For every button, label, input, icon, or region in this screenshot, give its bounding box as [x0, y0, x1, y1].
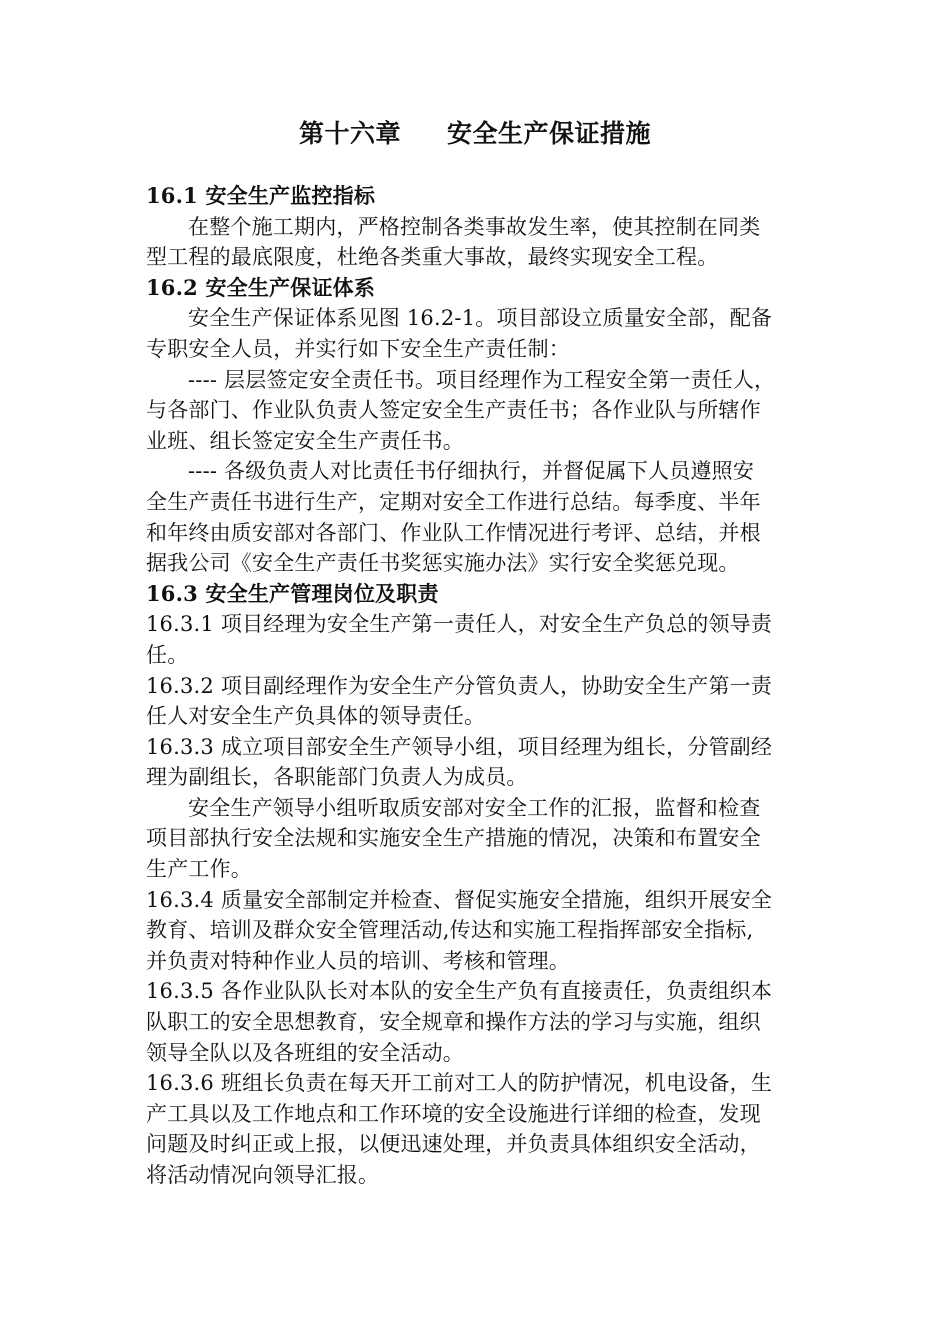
- paragraph-line: 全生产责任书进行生产，定期对安全工作进行总结。每季度、半年: [146, 489, 761, 514]
- paragraph-line: 生产工作。: [146, 857, 252, 882]
- paragraph-line: 领导全队以及各班组的安全活动。: [146, 1040, 464, 1065]
- paragraph-line: 在整个施工期内，严格控制各类事故发生率，使其控制在同类: [188, 214, 761, 239]
- paragraph-line: 将活动情况向领导汇报。: [146, 1163, 380, 1187]
- paragraph-line: 和年终由质安部对各部门、作业队工作情况进行考评、总结，并根: [146, 520, 761, 545]
- section-heading: 16.1 安全生产监控指标: [146, 183, 376, 208]
- paragraph-line: 安全生产保证体系见图 16.2-1。项目部设立质量安全部，配备: [188, 306, 773, 331]
- paragraph-line: 队职工的安全思想教育，安全规章和操作方法的学习与实施，组织: [146, 1010, 761, 1035]
- paragraph-line: 型工程的最底限度，杜绝各类重大事故，最终实现安全工程。: [146, 245, 719, 270]
- paragraph-line: ---- 各级负责人对比责任书仔细执行，并督促属下人员遵照安: [188, 459, 755, 484]
- paragraph-line: 16.3.1 项目经理为安全生产第一责任人，对安全生产负总的领导责: [146, 612, 773, 637]
- section-heading: 16.2 安全生产保证体系: [146, 274, 376, 300]
- paragraph-line: 教育、培训及群众安全管理活动,传达和实施工程指挥部安全指标,: [146, 918, 754, 943]
- paragraph-line: 问题及时纠正或上报，以便迅速处理，并负责具体组织安全活动，: [146, 1132, 761, 1157]
- paragraph-line: 任人对安全生产负具体的领导责任。: [146, 704, 486, 729]
- paragraph-line: 16.3.2 项目副经理作为安全生产分管负责人，协助安全生产第一责: [146, 673, 773, 698]
- chapter-title: 第十六章 安全生产保证措施: [298, 119, 652, 148]
- paragraph-line: 16.3.3 成立项目部安全生产领导小组，项目经理为组长，分管副经: [146, 734, 773, 759]
- paragraph-line: ---- 层层签定安全责任书。项目经理作为工程安全第一责任人，: [188, 367, 776, 392]
- paragraph-line: 安全生产领导小组听取质安部对安全工作的汇报，监督和检查: [188, 795, 761, 820]
- paragraph-line: 项目部执行安全法规和实施安全生产措施的情况，决策和布置安全: [146, 826, 761, 851]
- paragraph-line: 16.3.6 班组长负责在每天开工前对工人的防护情况，机电设备，生: [146, 1071, 773, 1096]
- paragraph-line: 产工具以及工作地点和工作环境的安全设施进行详细的检查，发现: [146, 1101, 761, 1126]
- paragraph-line: 专职安全人员，并实行如下安全生产责任制：: [146, 336, 570, 361]
- paragraph-line: 业班、组长签定安全生产责任书。: [146, 428, 464, 453]
- paragraph-line: 并负责对特种作业人员的培训、考核和管理。: [146, 948, 570, 973]
- paragraph-line: 任。: [146, 642, 189, 667]
- document-body: [146, 181, 810, 1191]
- paragraph-line: 与各部门、作业队负责人签定安全生产责任书；各作业队与所辖作: [146, 398, 761, 423]
- section-heading: 16.3 安全生产管理岗位及职责: [146, 580, 439, 606]
- paragraph-line: 据我公司《安全生产责任书奖惩实施办法》实行安全奖惩兑现。: [146, 551, 740, 576]
- paragraph-line: 理为副组长，各职能部门负责人为成员。: [146, 765, 528, 790]
- paragraph-line: 16.3.5 各作业队队长对本队的安全生产负有直接责任，负责组织本: [146, 979, 773, 1004]
- paragraph-line: 16.3.4 质量安全部制定并检查、督促实施安全措施，组织开展安全: [146, 887, 773, 912]
